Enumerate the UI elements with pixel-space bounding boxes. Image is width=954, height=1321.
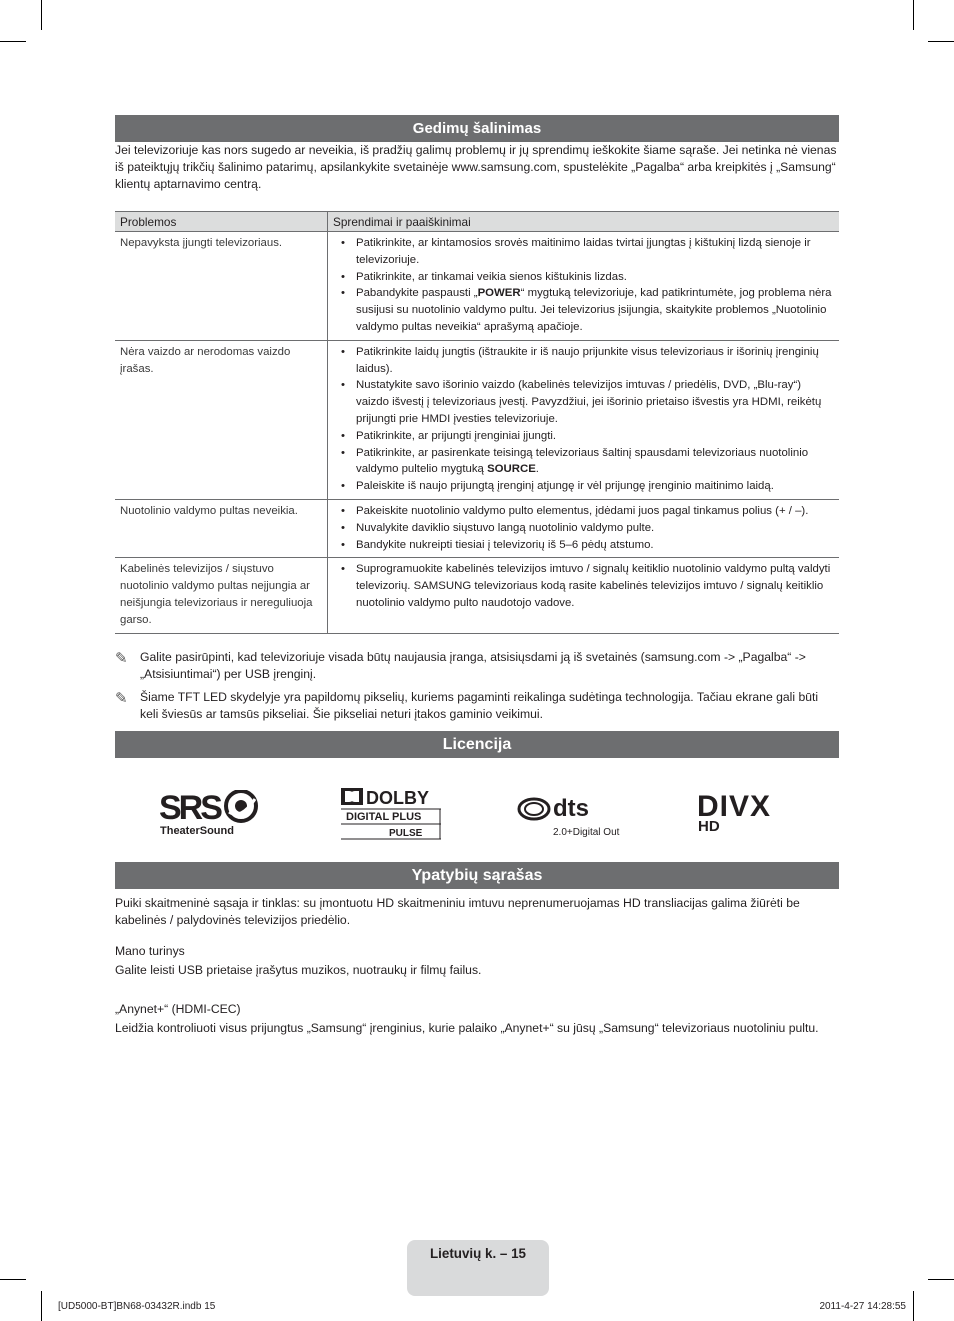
table-row [115,499,839,557]
divx-hd: HD [698,817,720,834]
section-title-troubleshooting: Gedimų šalinimas [115,115,839,142]
crop-mark [41,1291,42,1321]
srs-subtitle: TheaterSound [160,824,234,836]
solution-item: • Paleiskite iš naujo prijungtą įrenginį atjungę ir vėl prijungę įrenginio maitinimo laidą. [333,478,834,495]
dolby-logo [341,786,443,842]
troubleshooting-table [115,211,839,634]
table-row [115,558,839,633]
problem-cell: Nėra vaizdo ar nerodomas vaizdo įrašas. [115,340,328,499]
dts-logo [517,792,621,838]
page-content [115,115,839,1037]
section-title-license: Licencija [115,731,839,758]
problem-cell: Nepavyksta įjungti televizoriaus. [115,232,328,341]
solution-item: • Suprogramuokite kabelinės televizijos imtuvo / signalų keitiklio nuotolinio valdymo pultą valdyti televizorių. SAMSUNG televizoriaus kodą rasite kabelinės televizijos imtuvo / signalų keitiklio nuotolinio valdymo pulto naudotojo vadove. [333,561,834,611]
divx-logo [697,788,799,834]
crop-mark [0,1279,26,1280]
note-text: Šiame TFT LED skydelyje yra papildomų pikselių, kuriems pagaminti reikalinga sudėtinga technologija. Tačiau ekrane gali būti keli šviesūs ar tamsūs pikseliai. Šie pikseliai neturi įtakos gaminio veikimui. [140,689,819,721]
feature-heading: „Anynet+“ (HDMI-CEC) [115,1001,241,1016]
crop-mark [928,1279,954,1280]
column-header-solutions: Sprendimai ir paaiškinimai [328,212,840,232]
crop-mark [928,41,954,42]
solutions-cell [328,558,840,633]
troubleshooting-intro: Jei televizoriuje kas nors sugedo ar neveikia, iš pradžių galimų problemų ir jų sprendimų ieškokite šiame sąraše. Jei netinka nė vienas iš pateiktųjų trikčių šalinimo patarimų, apsilankykite svetainėje www.samsung.com, spustelėkite „Pagalba“ arba kreipkitės į „Samsung“ klientų aptarnavimo centrą. [115,143,837,191]
dolby-line2: PULSE [389,827,423,839]
solution-item: • Bandykite nukreipti tiesiai į televizorių iš 5–6 pėdų atstumo. [333,537,834,554]
crop-mark [913,1291,914,1321]
table-row [115,232,839,341]
column-header-problems: Problemos [115,212,328,232]
pencil-icon: ✎ [115,649,128,667]
notes [115,649,839,723]
features-intro: Puiki skaitmeninė sąsaja ir tinklas: su įmontuotu HD skaitmeniniu imtuvu neprenumeruojamas HD transliacijas galima žiūrėti be kabelinės / palydovinės televizijos priedėlio. [115,895,800,927]
feature-heading: Mano turinys [115,943,185,958]
feature-text: Leidžia kontroliuoti visus prijungtus „Samsung“ įrenginius, kurie palaiko „Anynet+“ su jūsų „Samsung“ televizoriaus nuotoliniu pultu. [115,1020,819,1035]
dts-wordmark: dts [553,794,589,822]
solutions-cell [328,232,840,341]
solution-item: • Patikrinkite laidų jungtis (ištraukite ir iš naujo prijunkite visus televizoriaus ir išorinių įrenginių laidus). [333,344,834,378]
page-number: Lietuvių k. – 15 [429,1246,526,1261]
table-row [115,340,839,499]
dolby-wordmark: DOLBY [366,787,429,808]
problem-cell: Nuotolinio valdymo pultas neveikia. [115,499,328,557]
note-text: Galite pasirūpinti, kad televizoriuje visada būtų naujausia įranga, atsisiųsdami ją iš svetainės (samsung.com -> „Pagalba“ -> „Atsisiuntimai“) per USB įrenginį. [140,649,806,681]
solution-item: • Nustatykite savo išorinio vaizdo (kabelinės televizijos imtuvas / priedėlis, DVD, „Blu-ray“) vaizdo išvestį į televizoriaus įvestį. Pavyzdžiui, jei išorinio prietaiso išvestis yra HDMI, reikėtų prijungti prie HMDI įvesties televizoriuje. [333,377,834,427]
print-slug-file: [UD5000-BT]BN68-03432R.indb 15 [58,1301,216,1312]
solutions-cell [328,340,840,499]
problem-cell: Kabelinės televizijos / siųstuvo nuotolinio valdymo pultas neįjungia ar neišjungia televizoriaus ir nereguliuoja garso. [115,558,328,633]
crop-mark [0,41,26,42]
license-logos [115,758,839,868]
note [115,649,839,683]
dts-subtitle: 2.0+Digital Out [553,826,620,838]
dolby-line1: DIGITAL PLUS [346,810,422,823]
print-slug-date: 2011-4-27 14:28:55 [819,1301,906,1312]
solution-item: • Patikrinkite, ar tinkamai veikia sienos kištukinis lizdas. [333,269,834,286]
feature-text: Galite leisti USB prietaise įrašytus muzikos, nuotraukų ir filmų failus. [115,962,482,977]
solution-item: • Patikrinkite, ar kintamosios srovės maitinimo laidas tvirtai įjungtas į kištukinį lizdą sienoje ir televizoriuje. [333,235,834,269]
solution-item: • Patikrinkite, ar prijungti įrenginiai įjungti. [333,428,834,445]
crop-mark [41,0,42,30]
solution-item: • Nuvalykite daviklio siųstuvo langą nuotolinio valdymo pulte. [333,520,834,537]
srs-logo [159,790,261,836]
section-title-features: Ypatybių sąrašas [115,862,839,889]
solution-item: • Patikrinkite, ar pasirenkate teisingą televizoriaus šaltinį spausdami televizoriaus nuotolinio valdymo pultelio mygtuką SOURCE. [333,445,834,479]
divx-wordmark: DIVX [697,789,772,823]
solutions-cell [328,499,840,557]
pencil-icon: ✎ [115,689,128,707]
page-number-tab [407,1240,549,1296]
svg-text:SRS: SRS [159,789,220,827]
solution-item: • Pakeiskite nuotolinio valdymo pulto elementus, įdėdami juos pagal tinkamus polius (+ / –). [333,503,834,520]
note [115,689,839,723]
crop-mark [913,0,914,30]
solution-item: • Pabandykite paspausti „POWER“ mygtuką televizoriuje, kad patikrintumėte, jog problema nėra susijusi su nuotolinio valdymo pultu. Jei televizorius įsijungia, skaitykite problemos „Nuotolinio valdymo pultas neveikia“ aprašymą apačioje. [333,285,834,335]
